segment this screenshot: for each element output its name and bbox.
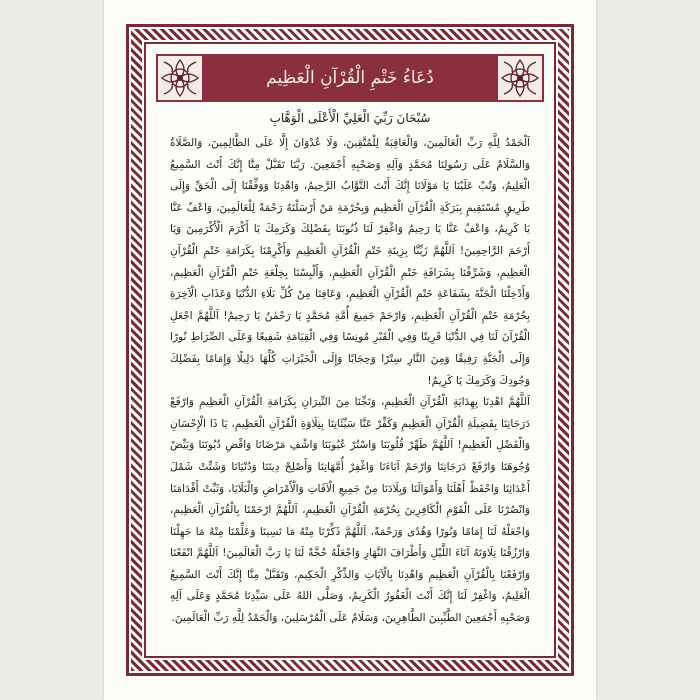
prayer-text bbox=[170, 133, 530, 655]
corner-arabesque-icon bbox=[158, 56, 202, 100]
corner-arabesque-icon bbox=[498, 56, 542, 100]
opening-invocation: سُبْحَانَ رَبِّيَ الْعَلِيِّ الْأَعْلَى الْوَهَّابِ bbox=[269, 111, 431, 125]
title-banner bbox=[156, 54, 544, 102]
prayer-paragraph: اَللَّهُمَّ اهْدِنَا بِهِدَايَةِ الْقُرْآنِ الْعَظِيمِ، وَنَجِّنَا مِنَ النِّيرَانِ بِكَرَامَةِ الْقُرْآنِ الْعَظِيمِ وَارْفَعْ دَرَجَاتِنَا بِفَضِيلَةِ الْقُرْآنِ الْعَظِيمِ وَكَفِّرْ عَنَّا سَيِّئَاتِنَا بِتِلَاوَةِ الْقُرْآنِ الْعَظِيمِ، يَا ذَا الْإِحْسَانِ وَالْفَضْلِ الْعَظِيمِ! اَللَّهُمَّ طَهِّرْ قُلُوبَنَا وَاسْتُرْ عُيُوبَنَا وَاشْفِ مَرْضَانَا وَاقْضِ دُيُونَنَا وَبَيِّضْ وُجُوهَنَا وَارْفَعْ دَرَجَاتِنَا وَارْحَمْ آبَاءَنَا وَاغْفِرْ أُمَّهَاتِنَا وَأَصْلِحْ دِينَنَا وَدُنْيَانَا وَشَتِّتْ شَمْلَ أَعْدَائِنَا وَاحْفَظْ أَهْلَنَا وَأَمْوَالَنَا وَبِلَادَنَا مِنْ جَمِيعِ الْآفَاتِ وَالْأَمْرَاضِ وَالْبَلَايَا، وَثَبِّتْ أَقْدَامَنَا وَانْصُرْنَا عَلَى الْقَوْمِ الْكَافِرِينَ بِحُرْمَةِ الْقُرْآنِ الْعَظِيمِ، اَللَّهُمَّ ارْحَمْنَا بِالْقُرْآنِ الْعَظِيمِ، وَاجْعَلْهُ لَنَا إِمَامًا وَنُورًا وَهُدًى وَرَحْمَةً، اَللَّهُمَّ ذَكِّرْنَا مِنْهُ مَا نَسِينَا وَعَلِّمْنَا مِنْهُ مَا جَهِلْنَا وَارْزُقْنَا تِلَاوَتَهُ آنَاءَ اللَّيْلِ وَأَطْرَافَ النَّهَارِ وَاجْعَلْهُ حُجَّةً لَنَا يَا رَبَّ الْعَالَمِينَ! اَللَّهُمَّ انْفَعْنَا وَارْفَعْنَا بِالْقُرْآنِ الْعَظِيمِ وَاهْدِنَا بِالْآيَاتِ وَالذِّكْرِ الْحَكِيمِ، وَتَقَبَّلْ مِنَّا إِنَّكَ أَنْتَ السَّمِيعُ الْعَلِيمُ، وَاغْفِرْ لَنَا إِنَّكَ أَنْتَ الْغَفُورُ الْكَرِيمُ، وَصَلَّى اللهُ عَلَى سَيِّدِنَا مُحَمَّدٍ وَعَلَى آلِهِ وَصَحْبِهِ أَجْمَعِينَ الطَّيِّبِينَ الطَّاهِرِينَ، وَسَلَامٌ عَلَى الْمُرْسَلِينَ، وَالْحَمْدُ لِلَّهِ رَبِّ الْعَالَمِينَ. bbox=[170, 396, 530, 625]
prayer-paragraph: اَلْحَمْدُ لِلَّهِ رَبِّ الْعَالَمِينَ، وَالْعَاقِبَةُ لِلْمُتَّقِينَ، وَلَا عُدْوَانَ إِلَّا عَلَى الظَّالِمِينَ، وَالصَّلَاةُ وَالسَّلَامُ عَلَى رَسُولِنَا مُحَمَّدٍ وَآلِهِ وَصَحْبِهِ أَجْمَعِينَ. رَبَّنَا تَقَبَّلْ مِنَّا إِنَّكَ أَنْتَ السَّمِيعُ الْعَلِيمُ، وَتُبْ عَلَيْنَا يَا مَوْلَانَا إِنَّكَ أَنْتَ التَّوَّابُ الرَّحِيمُ، وَاهْدِنَا وَوَفِّقْنَا إِلَى الْحَقِّ وَإِلَى طَرِيقٍ مُسْتَقِيمٍ بِبَرَكَةِ الْقُرْآنِ الْعَظِيمِ وَبِحُرْمَةِ مَنْ أَرْسَلْتَهُ رَحْمَةً لِلْعَالَمِينَ، وَاعْفُ عَنَّا يَا كَرِيمُ، وَاعْفُ عَنَّا يَا رَحِيمُ وَاغْفِرْ لَنَا ذُنُوبَنَا بِفَضْلِكَ وَكَرَمِكَ يَا أَكْرَمَ الْأَكْرَمِينَ وَيَا أَرْحَمَ الرَّاحِمِينَ! اَللَّهُمَّ زَيِّنَّا بِزِينَةِ خَتْمِ الْقُرْآنِ الْعَظِيمِ وَأَكْرِمْنَا بِكَرَامَةِ خَتْمِ الْقُرْآنِ الْعَظِيمِ، وَشَرِّفْنَا بِشَرَافَةِ خَتْمِ الْقُرْآنِ الْعَظِيمِ، وَأَلْبِسْنَا بِخِلْعَةِ خَتْمِ الْقُرْآنِ الْعَظِيمِ، وَأَدْخِلْنَا الْجَنَّةَ بِشَفَاعَةِ خَتْمِ الْقُرْآنِ الْعَظِيمِ، وَعَافِنَا مِنْ كُلِّ بَلَاءِ الدُّنْيَا وَعَذَابِ الْآخِرَةِ بِحُرْمَةِ خَتْمِ الْقُرْآنِ الْعَظِيمِ، وَارْحَمْ جَمِيعَ أُمَّةِ مُحَمَّدٍ يَا رَحْمٰنُ يَا رَحِيمُ! اَللَّهُمَّ اجْعَلِ الْقُرْآنَ لَنَا فِي الدُّنْيَا قَرِينًا وَفِي الْقَبْرِ مُونِسًا وَفِي الْقِيَامَةِ شَفِيعًا وَعَلَى الصِّرَاطِ نُورًا وَإِلَى الْجَنَّةِ رَفِيقًا وَمِنَ النَّارِ سِتْرًا وَحِجَابًا وَإِلَى الْخَيْرَاتِ كُلِّهَا دَلِيلًا وَإِمَامًا بِفَضْلِكَ وَجُودِكَ وَكَرَمِكَ يَا كَرِيمُ! bbox=[170, 137, 530, 387]
page-title: دُعَاءُ خَتْمِ الْقُرْآنِ الْعَظِيم bbox=[266, 68, 434, 88]
